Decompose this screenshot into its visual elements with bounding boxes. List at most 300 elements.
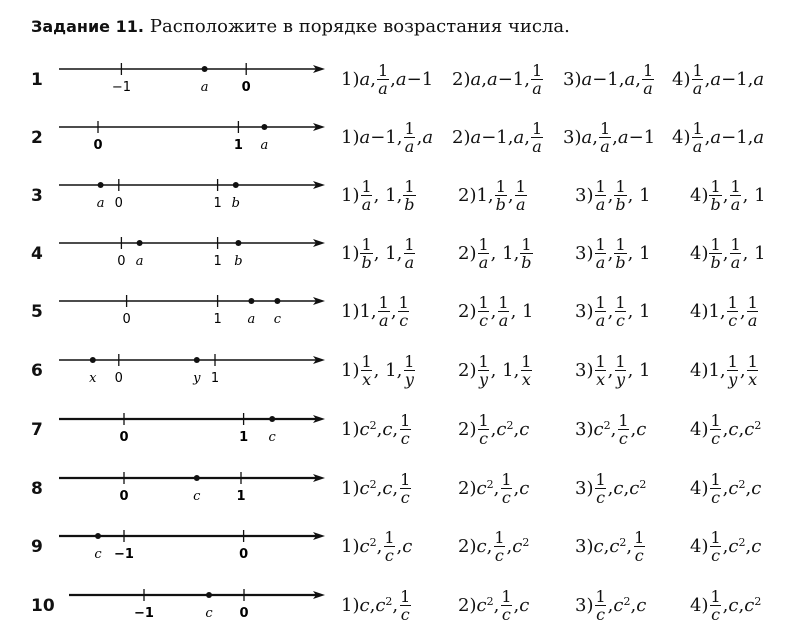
option-exponent: 2 (623, 594, 631, 608)
option-variable: c (476, 477, 487, 499)
option-text: 4) (690, 594, 709, 616)
option-variable: c (613, 477, 624, 499)
option-variable: c (382, 418, 393, 440)
option-text: , (603, 535, 610, 557)
option-variable: c (496, 418, 507, 440)
option-variable: c (359, 418, 370, 440)
option-text: , 1 (627, 359, 651, 381)
option-exponent: 2 (738, 535, 746, 549)
option-fraction: $\frac{1}{y}$ (478, 351, 489, 389)
option-text: , (390, 68, 396, 90)
option-text: 2) (458, 359, 477, 381)
option-variable: c (751, 477, 762, 499)
option-variable: a (395, 68, 407, 90)
option-text: , (376, 477, 383, 499)
option-variable: a (581, 126, 593, 148)
option-variable: c (609, 535, 620, 557)
answer-option-3[interactable] (563, 58, 655, 100)
axis-label: 1 (239, 430, 249, 445)
answer-option-4[interactable] (690, 174, 766, 216)
axis-label: 0 (119, 430, 129, 445)
option-variable: a (617, 126, 629, 148)
task-title (31, 16, 570, 37)
option-text: 2) (458, 300, 477, 322)
axis-point (261, 124, 267, 130)
option-text: , (592, 126, 598, 148)
option-text: , 1 (742, 184, 766, 206)
axis-label: c (193, 489, 201, 504)
option-text: , (722, 594, 729, 616)
option-fraction: $\frac{1}{a}$ (515, 176, 526, 214)
axis-label: 1 (213, 254, 222, 269)
answer-option-1[interactable] (341, 584, 412, 626)
option-text: 2) (458, 594, 477, 616)
row-number: 7 (31, 420, 43, 440)
option-text: , 1 (627, 184, 651, 206)
option-text: , (524, 126, 530, 148)
answer-option-1[interactable] (341, 232, 417, 274)
option-variable: c (744, 594, 755, 616)
option-text: , (416, 126, 423, 148)
option-text: , (396, 535, 403, 557)
option-text: , (635, 68, 641, 90)
option-text: 1) (341, 126, 360, 148)
option-text: , (481, 68, 487, 90)
answer-option-2[interactable] (458, 174, 528, 216)
answer-option-1[interactable] (341, 58, 433, 100)
option-exponent: 2 (522, 535, 530, 549)
option-text: 1) (341, 535, 360, 557)
answer-option-4[interactable] (690, 525, 761, 567)
option-text: , (739, 300, 746, 322)
option-text: , 1 (627, 242, 651, 264)
option-fraction: $\frac{1}{a}$ (531, 60, 543, 98)
option-text: 3) (575, 359, 594, 381)
axis-point (274, 298, 280, 304)
task-row-8 (0, 467, 793, 525)
option-text: 4) (690, 242, 709, 264)
number-line (55, 116, 333, 164)
option-text: , (607, 184, 614, 206)
option-variable: c (359, 477, 370, 499)
option-text: 1) (341, 418, 360, 440)
answer-option-2[interactable] (452, 58, 544, 100)
answer-option-4[interactable] (690, 349, 760, 391)
axis-point (194, 357, 200, 363)
option-fraction: $\frac{1}{c}$ (400, 469, 411, 507)
answer-option-4[interactable] (690, 408, 761, 450)
option-text: , (392, 418, 399, 440)
option-exponent: 2 (754, 418, 762, 432)
answer-option-4[interactable] (672, 58, 764, 100)
answer-option-2[interactable] (458, 584, 529, 626)
option-text: , (738, 418, 745, 440)
number-line (55, 467, 333, 515)
answer-option-2[interactable] (458, 232, 534, 274)
answer-option-2[interactable] (458, 525, 529, 567)
axis-label: 0 (93, 138, 103, 153)
axis-label: a (200, 80, 209, 95)
option-variable: a (470, 126, 482, 148)
option-text: , (630, 594, 637, 616)
option-text: , 1, (373, 359, 403, 381)
option-text: , (626, 535, 633, 557)
option-text: , (493, 594, 500, 616)
option-text: , (722, 242, 729, 264)
option-variable: c (359, 535, 370, 557)
axis-point (98, 182, 104, 188)
axis-label: c (268, 430, 276, 445)
option-fraction: $\frac{1}{c}$ (398, 292, 409, 330)
option-fraction: $\frac{1}{a}$ (730, 234, 741, 272)
option-exponent: 2 (639, 477, 647, 491)
option-fraction: $\frac{1}{a}$ (378, 292, 389, 330)
option-variable: c (519, 477, 530, 499)
option-fraction: $\frac{1}{c}$ (501, 586, 512, 624)
option-variable: c (629, 477, 640, 499)
option-text: , (376, 418, 383, 440)
option-fraction: $\frac{1}{c}$ (710, 410, 721, 448)
option-text: 3) (575, 184, 594, 206)
axis-label: 0 (239, 606, 249, 621)
option-exponent: 2 (486, 477, 494, 491)
number-line (55, 584, 333, 632)
option-text: 4) (690, 184, 709, 206)
option-text: , (369, 594, 376, 616)
option-text: 2) (452, 126, 471, 148)
option-fraction: $\frac{1}{a}$ (498, 292, 509, 330)
option-fraction: $\frac{1}{x}$ (361, 351, 372, 389)
option-text: , (612, 126, 618, 148)
option-text: , (506, 535, 513, 557)
option-fraction: $\frac{1}{a}$ (531, 118, 543, 156)
task-row-4 (0, 232, 793, 290)
axis-label: y (193, 371, 201, 386)
option-text: , (607, 359, 614, 381)
option-text: 2) (458, 418, 477, 440)
number-line (55, 290, 333, 338)
option-fraction: $\frac{1}{a}$ (595, 292, 606, 330)
option-text: 2) (458, 242, 477, 264)
option-fraction: $\frac{1}{b}$ (710, 234, 721, 272)
option-text: −1 (628, 126, 656, 148)
task-row-2 (0, 116, 793, 174)
option-fraction: $\frac{1}{c}$ (478, 410, 489, 448)
axis-point (202, 66, 208, 72)
option-text: −1, (497, 68, 530, 90)
answer-option-4[interactable] (672, 116, 764, 158)
answer-option-4[interactable] (690, 290, 760, 332)
option-fraction: $\frac{1}{c}$ (727, 292, 738, 330)
option-exponent: 2 (738, 477, 746, 491)
option-exponent: 2 (369, 418, 377, 432)
option-variable: c (728, 418, 739, 440)
task-row-5 (0, 290, 793, 348)
axis-point (206, 592, 212, 598)
option-text: 3) (575, 477, 594, 499)
task-row-9 (0, 525, 793, 583)
axis-label: −1 (134, 606, 154, 621)
option-text: −1, (721, 68, 754, 90)
option-text: , (513, 418, 520, 440)
axis-label: a (135, 254, 144, 269)
number-line (55, 174, 333, 222)
option-fraction: $\frac{1}{a}$ (361, 176, 372, 214)
option-text: , (607, 477, 614, 499)
option-variable: c (751, 535, 762, 557)
option-fraction: $\frac{1}{c}$ (615, 292, 626, 330)
option-fraction: $\frac{1}{a}$ (692, 118, 703, 156)
option-text: 1) (341, 184, 360, 206)
option-text: , (704, 68, 711, 90)
axis-label: 0 (239, 547, 249, 562)
option-text: 1) (341, 594, 360, 616)
axis-point (90, 357, 96, 363)
axis-label: 0 (117, 254, 126, 269)
answer-option-3[interactable] (563, 116, 655, 158)
axis-label: a (247, 312, 256, 327)
answer-option-1[interactable] (341, 174, 417, 216)
option-text: 4) (690, 477, 709, 499)
number-line (55, 525, 333, 573)
option-text: , (722, 535, 729, 557)
option-fraction: $\frac{1}{c}$ (710, 586, 721, 624)
option-text: −1, (721, 126, 754, 148)
row-number: 10 (31, 596, 55, 616)
axis-point (269, 416, 275, 422)
option-text: −1 (406, 68, 434, 90)
answer-option-2[interactable] (458, 290, 534, 332)
option-fraction: $\frac{1}{x}$ (521, 351, 532, 389)
option-text: , (370, 68, 376, 90)
answer-option-1[interactable] (341, 525, 412, 567)
option-variable: c (728, 594, 739, 616)
option-text: , (607, 594, 614, 616)
option-text: 4) (690, 418, 709, 440)
option-text: , (493, 477, 500, 499)
option-exponent: 2 (603, 418, 611, 432)
option-text: 1) (341, 477, 360, 499)
row-number: 3 (31, 186, 43, 206)
option-text: , (739, 359, 746, 381)
task-row-1 (0, 58, 793, 116)
row-number: 5 (31, 302, 43, 322)
option-fraction: $\frac{1}{c}$ (478, 292, 489, 330)
option-fraction: $\frac{1}{a}$ (692, 60, 703, 98)
axis-label: c (205, 606, 213, 621)
axis-label: 1 (213, 196, 222, 211)
axis-label: 1 (233, 138, 243, 153)
axis-label: 0 (122, 312, 131, 327)
axis-label: 1 (210, 371, 220, 386)
option-text: , (745, 477, 752, 499)
answer-option-3[interactable] (575, 525, 646, 567)
option-fraction: $\frac{1}{b}$ (361, 234, 372, 272)
option-text: , 1 (510, 300, 534, 322)
option-fraction: $\frac{1}{c}$ (595, 469, 606, 507)
option-text: , (722, 418, 729, 440)
option-text: , (630, 418, 637, 440)
option-text: , (607, 300, 614, 322)
option-fraction: $\frac{1}{y}$ (615, 351, 626, 389)
axis-label: c (94, 547, 102, 562)
task-row-6 (0, 349, 793, 407)
option-fraction: $\frac{1}{a}$ (599, 118, 611, 156)
task-row-7 (0, 408, 793, 466)
row-number: 4 (31, 244, 43, 264)
option-fraction: $\frac{1}{b}$ (710, 176, 721, 214)
option-fraction: $\frac{1}{b}$ (404, 176, 415, 214)
option-fraction: $\frac{1}{c}$ (634, 527, 645, 565)
answer-option-3[interactable] (575, 232, 651, 274)
option-text: , (392, 477, 399, 499)
option-text: , 1, (490, 242, 520, 264)
option-variable: a (422, 126, 434, 148)
option-text: , (607, 242, 614, 264)
option-exponent: 2 (619, 535, 627, 549)
option-variable: a (624, 68, 636, 90)
option-variable: c (593, 535, 604, 557)
option-text: , (722, 477, 729, 499)
option-text: , 1 (627, 300, 651, 322)
option-fraction: $\frac{1}{y}$ (727, 351, 738, 389)
option-fraction: $\frac{1}{c}$ (710, 527, 721, 565)
option-text: , (610, 418, 617, 440)
answer-option-1[interactable] (341, 116, 433, 158)
option-text: 3) (575, 535, 594, 557)
option-variable: c (402, 535, 413, 557)
axis-label: 1 (213, 312, 222, 327)
answer-option-2[interactable] (458, 467, 529, 509)
row-number: 1 (31, 70, 43, 90)
option-text: , (745, 535, 752, 557)
option-text: , (490, 418, 497, 440)
option-variable: c (744, 418, 755, 440)
axis-label: 0 (114, 371, 123, 386)
axis-label: 0 (114, 196, 123, 211)
number-line (55, 408, 333, 456)
answer-option-2[interactable] (452, 116, 544, 158)
axis-label: b (234, 254, 243, 269)
option-fraction: $\frac{1}{c}$ (400, 586, 411, 624)
option-text: 2) (452, 68, 471, 90)
row-number: 6 (31, 361, 43, 381)
answer-option-3[interactable] (575, 349, 651, 391)
option-fraction: $\frac{1}{a}$ (595, 176, 606, 214)
option-variable: a (513, 126, 525, 148)
option-text: 3) (575, 594, 594, 616)
axis-label: x (89, 371, 97, 386)
option-variable: c (613, 594, 624, 616)
option-fraction: $\frac{1}{c}$ (501, 469, 512, 507)
answer-option-1[interactable] (341, 467, 412, 509)
answer-option-3[interactable] (575, 467, 646, 509)
option-variable: a (581, 68, 593, 90)
option-fraction: $\frac{1}{a}$ (377, 60, 389, 98)
task-row-3 (0, 174, 793, 232)
option-text: 4)1, (690, 359, 726, 381)
option-fraction: $\frac{1}{x}$ (595, 351, 606, 389)
option-fraction: $\frac{1}{x}$ (747, 351, 758, 389)
option-text: 3) (575, 242, 594, 264)
axis-point (235, 240, 241, 246)
answer-option-2[interactable] (458, 408, 529, 450)
option-exponent: 2 (754, 594, 762, 608)
option-exponent: 2 (369, 535, 377, 549)
option-text: 1) (341, 359, 360, 381)
axis-point (248, 298, 254, 304)
row-number: 2 (31, 128, 43, 148)
option-text: −1, (592, 68, 625, 90)
option-text: , (390, 300, 397, 322)
answer-option-3[interactable] (575, 174, 651, 216)
row-number: 8 (31, 479, 43, 499)
option-variable: a (486, 68, 498, 90)
option-text: −1, (370, 126, 403, 148)
option-variable: c (519, 594, 530, 616)
option-variable: a (710, 126, 722, 148)
answer-option-3[interactable] (575, 408, 646, 450)
answer-option-4[interactable] (690, 584, 761, 626)
option-text: 4) (672, 68, 691, 90)
axis-label: a (260, 138, 269, 153)
option-variable: c (512, 535, 523, 557)
option-fraction: $\frac{1}{a}$ (478, 234, 489, 272)
answer-option-1[interactable] (341, 290, 411, 332)
option-variable: c (375, 594, 386, 616)
option-text: 2) (458, 535, 477, 557)
answer-option-3[interactable] (575, 290, 651, 332)
option-variable: a (710, 68, 722, 90)
answer-option-3[interactable] (575, 584, 646, 626)
option-fraction: $\frac{1}{a}$ (747, 292, 758, 330)
answer-option-2[interactable] (458, 349, 533, 391)
option-variable: c (636, 594, 647, 616)
answer-option-4[interactable] (690, 467, 761, 509)
option-text: , (738, 594, 745, 616)
option-variable: a (470, 68, 482, 90)
option-exponent: 2 (486, 594, 494, 608)
number-line (55, 232, 333, 280)
option-fraction: $\frac{1}{a}$ (730, 176, 741, 214)
option-fraction: $\frac{1}{y}$ (404, 351, 415, 389)
option-text: , (490, 300, 497, 322)
option-text: , 1, (490, 359, 520, 381)
option-variable: c (382, 477, 393, 499)
option-fraction: $\frac{1}{b}$ (615, 234, 626, 272)
option-text: , 1, (373, 242, 403, 264)
answer-option-4[interactable] (690, 232, 766, 274)
option-variable: a (359, 68, 371, 90)
option-text: , (392, 594, 399, 616)
answer-option-1[interactable] (341, 408, 412, 450)
axis-label: c (273, 312, 282, 327)
option-exponent: 2 (506, 418, 514, 432)
axis-point (233, 182, 239, 188)
task-row-10 (0, 584, 793, 642)
option-text: , (376, 535, 383, 557)
answer-option-1[interactable] (341, 349, 416, 391)
option-text: , (513, 594, 520, 616)
axis-point (95, 533, 101, 539)
option-fraction: $\frac{1}{b}$ (521, 234, 532, 272)
option-variable: a (753, 68, 765, 90)
option-variable: c (476, 535, 487, 557)
number-line (55, 58, 333, 106)
task-text: Расположите в порядке возрастания числа. (149, 16, 570, 37)
option-text: , 1 (742, 242, 766, 264)
axis-label: b (231, 196, 240, 211)
